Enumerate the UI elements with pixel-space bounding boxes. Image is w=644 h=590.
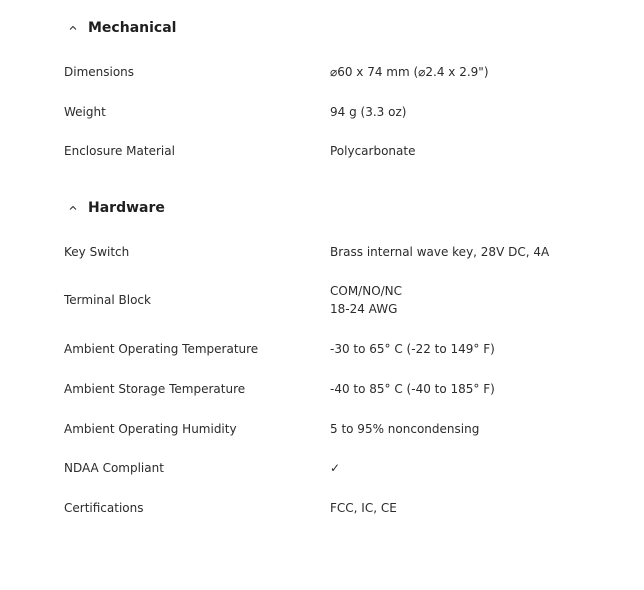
spec-value-line: 18-24 AWG: [330, 302, 398, 316]
spec-row-terminal-block: [64, 282, 604, 318]
spec-value-line: Brass internal wave key, 28V DC, 4A: [330, 245, 550, 259]
section-header-hardware[interactable]: [64, 198, 604, 218]
spec-value-line: ⌀60 x 74 mm (⌀2.4 x 2.9"): [330, 65, 489, 79]
section-title: Mechanical: [88, 20, 177, 36]
spec-value-line: Polycarbonate: [330, 144, 416, 158]
spec-label: Ambient Operating Humidity: [64, 422, 237, 436]
spec-label: Ambient Storage Temperature: [64, 382, 246, 396]
spec-value: [330, 282, 402, 318]
spec-row-certifications: [64, 499, 604, 517]
spec-value: [330, 499, 397, 517]
section-hardware: [64, 198, 604, 515]
spec-label: Dimensions: [64, 65, 135, 79]
spec-label: Terminal Block: [64, 293, 151, 307]
section-title: Hardware: [88, 200, 165, 216]
spec-label: Certifications: [64, 501, 144, 515]
spec-value: [330, 459, 340, 477]
spec-label: Enclosure Material: [64, 144, 175, 158]
spec-value: [330, 420, 479, 438]
spec-row-dimensions: [64, 63, 604, 81]
section-header-mechanical[interactable]: [64, 18, 604, 38]
spec-value-line: 5 to 95% noncondensing: [330, 422, 480, 436]
spec-row-ambient-storage-temperature: [64, 380, 604, 398]
chevron-up-icon: [67, 202, 79, 214]
spec-value: [330, 103, 406, 121]
spec-value-line: -40 to 85° C (-40 to 185° F): [330, 382, 495, 396]
section-mechanical: [64, 18, 604, 158]
spec-label: NDAA Compliant: [64, 461, 164, 475]
spec-value: [330, 63, 489, 81]
spec-value-line: COM/NO/NC: [330, 284, 403, 298]
spec-row-ambient-operating-humidity: [64, 420, 604, 438]
spec-row-enclosure-material: [64, 142, 604, 160]
spec-value: [330, 340, 495, 358]
spec-value: [330, 142, 415, 160]
spec-label: Weight: [64, 105, 106, 119]
spec-value-line: 94 g (3.3 oz): [330, 105, 407, 119]
spec-row-key-switch: [64, 243, 604, 261]
chevron-up-icon: [67, 22, 79, 34]
spec-row-ambient-operating-temperature: [64, 340, 604, 358]
spec-value: [330, 380, 495, 398]
spec-row-ndaa-compliant: [64, 459, 604, 477]
spec-value: [330, 243, 549, 261]
spec-label: Key Switch: [64, 245, 130, 259]
spec-value-line: FCC, IC, CE: [330, 501, 397, 515]
spec-row-weight: [64, 103, 604, 121]
checkmark-icon: ✓: [330, 461, 341, 475]
spec-label: Ambient Operating Temperature: [64, 342, 259, 356]
spec-value-line: -30 to 65° C (-22 to 149° F): [330, 342, 495, 356]
